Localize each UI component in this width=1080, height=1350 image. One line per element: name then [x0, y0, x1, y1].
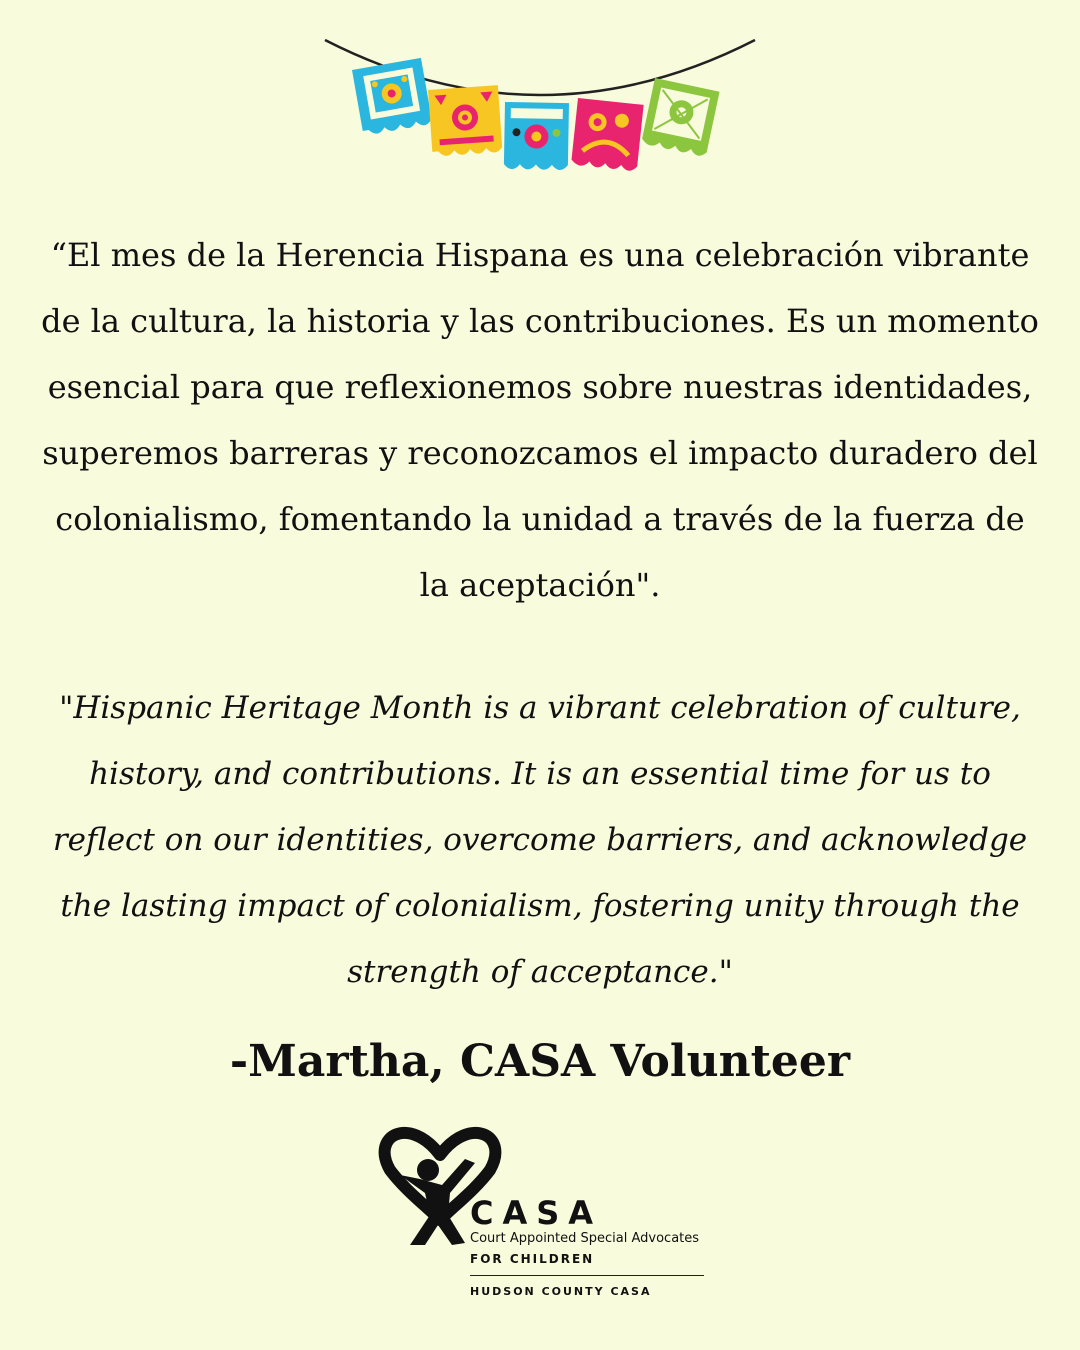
logo-name: CASA [470, 1194, 603, 1232]
registered-mark: ® [449, 1198, 460, 1211]
quote-spanish: “El mes de la Herencia Hispana es una celebración vibrante de la cultura, la historia y las contribuciones. Es un momento esencial para que reflexionemos sobre nuestras identidades, superemos barreras y reconozcamos el impacto duradero del colonialismo, fomentando la unidad a través de la fuerza de la aceptación". [41, 236, 1039, 604]
logo-subtitle: Court Appointed Special Advocates [470, 1231, 700, 1246]
papel-picado-banner-icon [300, 30, 780, 190]
quote-english: "Hispanic Heritage Month is a vibrant celebration of culture, history, and contributions. It is an essential time for us to reflect on our identities, overcome barriers, and acknowledge the lasting impact of colonialism, fostering unity through the strength of acceptance." [52, 690, 1028, 990]
attribution: -Martha, CASA Volunteer [229, 1036, 851, 1087]
logo-divider [470, 1275, 704, 1276]
logo-organization: HUDSON COUNTY CASA [470, 1285, 652, 1298]
logo-subtitle-2: FOR CHILDREN [470, 1252, 595, 1266]
